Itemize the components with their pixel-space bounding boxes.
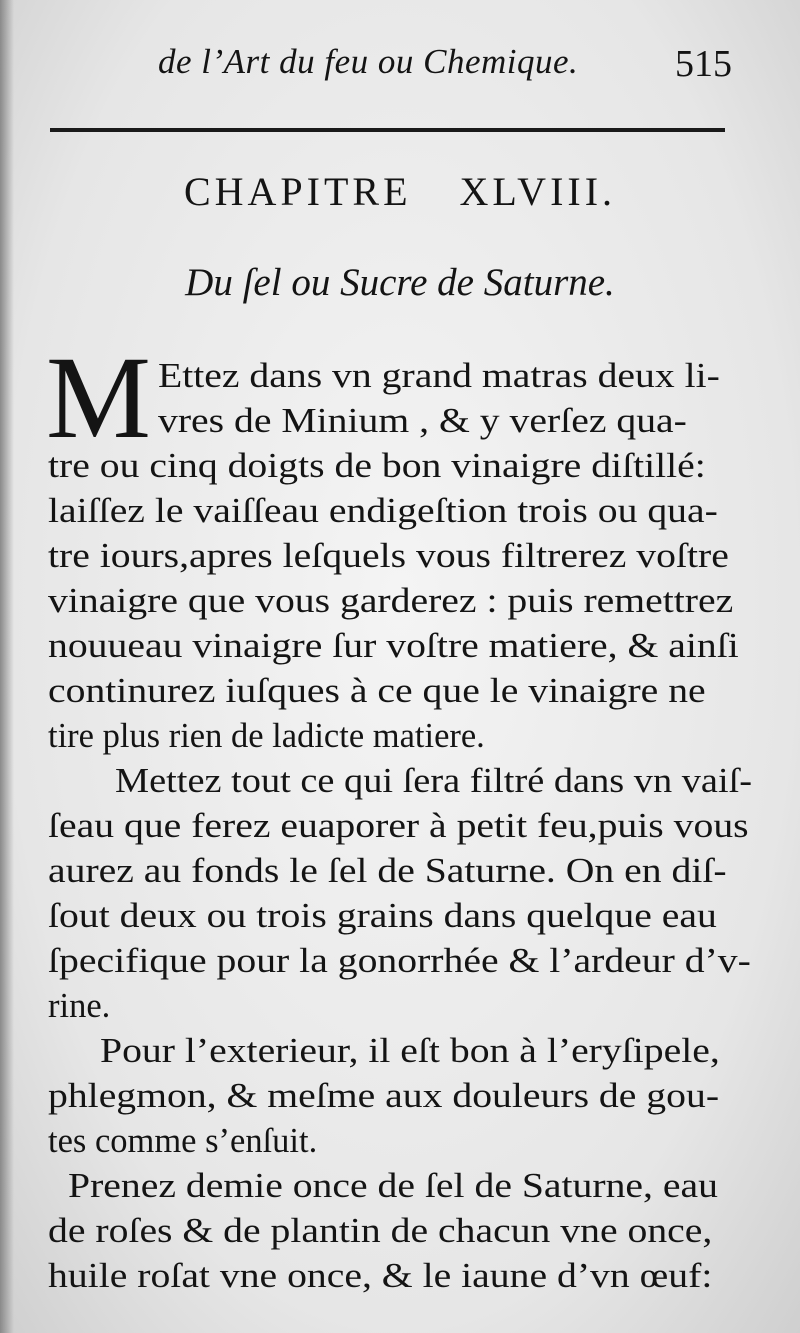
text-line: laiſſez le vaiſſeau endigeſtion trois ou qua- bbox=[48, 492, 718, 530]
running-head-title: de l’Art du feu ou Chemique. bbox=[158, 42, 579, 81]
chapter-heading bbox=[0, 168, 800, 215]
text-line: nouueau vinaigre ſur voſtre matiere, & ainſi bbox=[48, 627, 739, 665]
text-line: Prenez demie once de ſel de Saturne, eau bbox=[68, 1167, 718, 1205]
text-line: continurez iuſques à ce que le vinaigre ne bbox=[48, 672, 706, 710]
text-line: Mettez tout ce qui ſera filtré dans vn vaiſ- bbox=[115, 762, 753, 800]
text-line: ſpecifique pour la gonorrhée & l’ardeur d’v- bbox=[48, 942, 751, 980]
page-number: 515 bbox=[675, 43, 732, 85]
text-line: tire plus rien de ladicte matiere. bbox=[48, 717, 485, 755]
text-line: vinaigre que vous garderez : puis remettrez bbox=[48, 582, 734, 620]
text-line: de roſes & de plantin de chacun vne once, bbox=[48, 1212, 713, 1250]
text-line: tre iours,apres leſquels vous filtrerez voſtre bbox=[48, 537, 729, 575]
chapter-number: XLVIII. bbox=[459, 169, 617, 214]
text-line: aurez au fonds le ſel de Saturne. On en diſ- bbox=[48, 852, 727, 890]
text-line: tre ou cinq doigts de bon vinaigre diſtillé: bbox=[48, 447, 706, 485]
text-line: phlegmon, & meſme aux douleurs de gou- bbox=[48, 1077, 720, 1115]
text-line: ſeau que ferez euaporer à petit feu,puis vous bbox=[48, 807, 749, 845]
chapter-title: Du ſel ou Sucre de Saturne. bbox=[185, 261, 615, 304]
text-line: ſout deux ou trois grains dans quelque eau bbox=[48, 897, 717, 935]
header-rule bbox=[50, 128, 725, 132]
text-line: Ettez dans vn grand matras deux li- bbox=[158, 357, 720, 395]
text-line: rine. bbox=[48, 987, 111, 1025]
text-line: tes comme s’enſuit. bbox=[48, 1122, 318, 1160]
text-line: vres de Minium , & y verſez qua- bbox=[158, 402, 687, 440]
chapter-label: CHAPITRE bbox=[183, 169, 412, 214]
text-line: Pour l’exterieur, il eſt bon à l’eryſipele, bbox=[100, 1032, 720, 1070]
text-line: huile roſat vne once, & le iaune d’vn œuf: bbox=[48, 1257, 713, 1295]
drop-cap: M bbox=[46, 332, 151, 463]
